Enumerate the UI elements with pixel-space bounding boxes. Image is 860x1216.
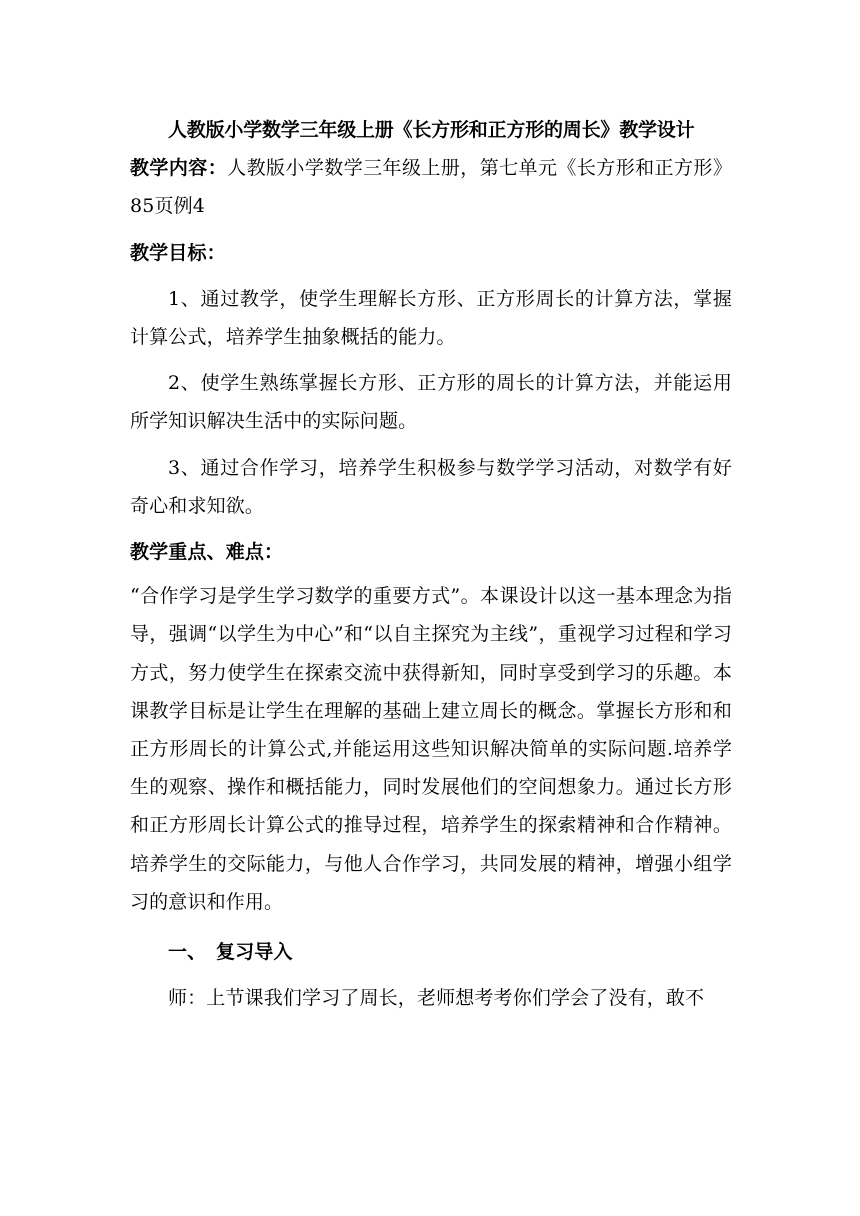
key-points-heading: 教学重点、难点： [130,541,284,564]
teaching-goal-item-3: 3、通过合作学习，培养学生积极参与数学学习活动，对数学有好奇心和求知欲。 [130,456,732,517]
teaching-content-paragraph [130,149,732,225]
section-title: 复习导入 [216,941,293,964]
teaching-content-label: 教学内容： [130,157,228,180]
teaching-content-text: 人教版小学数学三年级上册，第七单元《长方形和正方形》85页例4 [130,157,732,218]
key-points-paragraph: “合作学习是学生学习数学的重要方式”。本课设计以这一基本理念为指导，强调“以学生为中心”和“以自主探究为主线”，重视学习过程和学习方式，努力使学生在探索交流中获得新知，同时享受到学习的乐趣。本课教学目标是让学生在理解的基础上建立周长的概念。掌握长方形和和正方形周长的计算公式,并能运用这些知识解决简单的实际问题.培养学生的观察、操作和概括能力，同时发展他们的空间想象力。通过长方形和正方形周长计算公式的推导过程，培养学生的探索精神和合作精神。培养学生的交际能力，与他人合作学习，共同发展的精神，增强小组学习的意识和作用。 [130,585,732,913]
section-one-paragraph: 师：上节课我们学习了周长，老师想考考你们学会了没有，敢不 [168,987,705,1010]
document-title: 人教版小学数学三年级上册《长方形和正方形的周长》教学设计 [168,119,695,141]
document-body [130,111,732,1017]
teaching-goal-item-2: 2、使学生熟练掌握长方形、正方形的周长的计算方法，并能运用所学知识解决生活中的实际问题。 [130,372,732,433]
teaching-goal-item-1: 1、通过教学，使学生理解长方形、正方形周长的计算方法，掌握计算公式，培养学生抽象概括的能力。 [130,287,732,349]
section-number: 一、 [168,941,207,964]
teaching-goals-heading: 教学目标： [130,241,226,264]
section-heading-review [130,933,732,971]
